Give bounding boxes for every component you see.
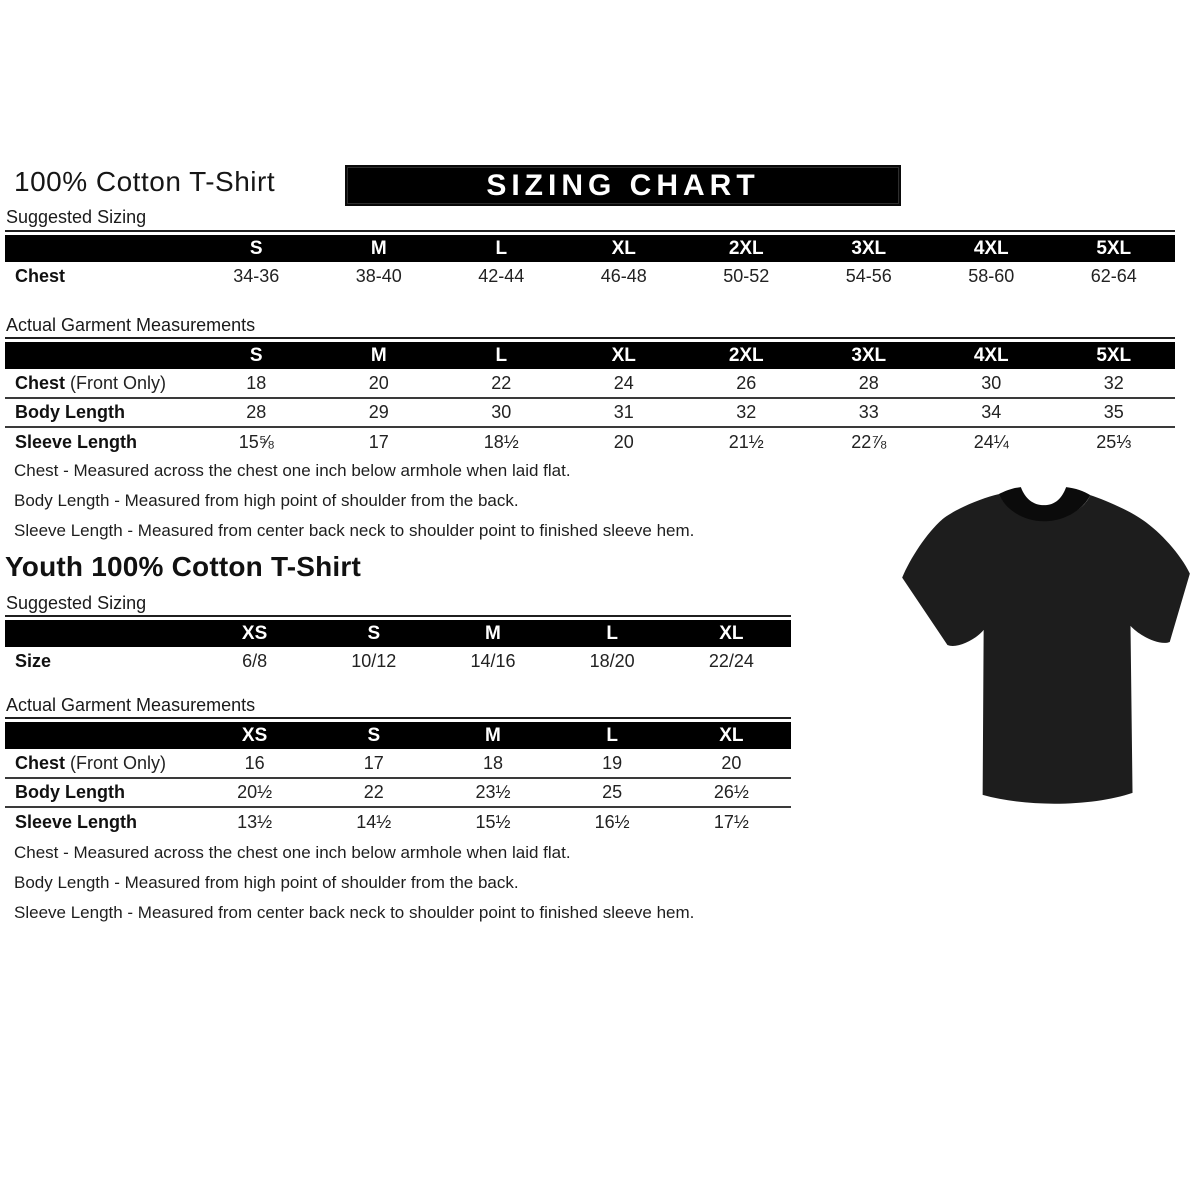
row-label: Body Length [5,778,195,807]
measurement-cell: 50-52 [723,266,770,286]
size-column-header: S [314,620,433,647]
adult-section-title: 100% Cotton T-Shirt [14,166,276,197]
size-column-header: M [318,342,441,369]
measurement-cell: 33 [808,398,931,427]
measurement-cell: 62-64 [1090,266,1137,286]
measurement-cell: 28 [195,398,318,427]
measurement-cell: 38-40 [355,266,402,286]
size-column-header: 2XL [685,342,808,369]
youth-actual-measurements-table-container [5,717,791,836]
youth-suggested-sizing-table-container [5,615,791,676]
measurement-cell: 30 [981,372,1002,393]
adult-actual-measurements-table-container [5,337,1175,456]
size-column-header: XS [195,722,314,749]
size-header-row [5,620,791,647]
measurement-cell: 28 [858,372,879,393]
size-column-header: L [553,722,672,749]
measurement-cell: 35 [1053,398,1176,427]
size-column-header: 4XL [930,235,1053,262]
size-column-header: L [440,342,563,369]
size-column-header: 2XL [685,235,808,262]
measurement-cell: 24 [613,372,634,393]
size-column-header: 3XL [808,235,931,262]
row-label: Chest [15,266,66,286]
youth-note-chest: Chest - Measured across the chest one inch below armhole when laid flat. [14,843,571,862]
measurement-cell: 42-44 [478,266,525,286]
measurement-cell: 21½ [685,427,808,456]
measurement-cell: 14½ [314,807,433,836]
measurement-row [5,398,1175,427]
measurement-cell: 23½ [433,778,552,807]
measurement-cell: 46-48 [600,266,647,286]
youth-suggested-table [5,620,791,676]
adult-note-sleeve-length: Sleeve Length - Measured from center back neck to shoulder point to finished sleeve hem. [14,521,695,540]
adult-actual-measurements-label: Actual Garment Measurements [6,315,256,335]
measurement-row [5,369,1175,398]
row-label: Chest (Front Only) [15,752,167,773]
measurement-cell: 13½ [195,807,314,836]
size-column-header: 4XL [930,342,1053,369]
row-label: Sleeve Length [5,427,195,456]
size-column-header: S [195,235,318,262]
measurement-row [5,778,791,807]
measurement-cell: 26½ [672,778,791,807]
adult-suggested-table [5,235,1175,291]
measurement-cell: 32 [1103,372,1124,393]
measurement-cell: 18½ [440,427,563,456]
measurement-cell: 25 [553,778,672,807]
measurement-cell: 6/8 [242,651,268,671]
size-column-header: XL [563,342,686,369]
size-column-header: M [318,235,441,262]
size-column-header: L [553,620,672,647]
adult-suggested-sizing-label: Suggested Sizing [6,207,147,227]
measurement-cell: 22 [314,778,433,807]
header-corner-cell [5,620,195,647]
adult-suggested-sizing-table-container [5,230,1175,291]
size-column-header: L [440,235,563,262]
size-column-header: S [195,342,318,369]
youth-note-body-length: Body Length - Measured from high point of shoulder from the back. [14,873,519,892]
measurement-cell: 25⅓ [1053,427,1176,456]
size-header-row [5,235,1175,262]
size-column-header: XL [563,235,686,262]
size-column-header: M [433,722,552,749]
measurement-cell: 19 [602,752,623,773]
header-corner-cell [5,722,195,749]
measurement-cell: 20 [368,372,389,393]
youth-actual-table [5,722,791,836]
size-column-header: M [433,620,552,647]
measurement-cell: 54-56 [845,266,892,286]
size-column-header: XL [672,620,791,647]
row-label: Body Length [5,398,195,427]
measurement-cell: 30 [440,398,563,427]
measurement-row [5,427,1175,456]
size-header-row [5,342,1175,369]
measurement-row [5,647,791,676]
size-column-header: XL [672,722,791,749]
measurement-cell: 26 [736,372,757,393]
adult-note-chest: Chest - Measured across the chest one inch below armhole when laid flat. [14,461,571,480]
measurement-cell: 18/20 [589,651,635,671]
measurement-cell: 17½ [672,807,791,836]
youth-actual-measurements-label: Actual Garment Measurements [6,695,256,715]
measurement-cell: 16½ [553,807,672,836]
row-label: Size [15,651,52,671]
measurement-cell: 17 [363,752,384,773]
row-label: Chest (Front Only) [15,372,167,393]
measurement-cell: 17 [318,427,441,456]
measurement-row [5,807,791,836]
adult-note-body-length: Body Length - Measured from high point of shoulder from the back. [14,491,519,510]
header-corner-cell [5,235,195,262]
adult-measurement-notes [14,461,814,551]
measurement-cell: 16 [244,752,265,773]
measurement-cell: 22 [491,372,512,393]
measurement-cell: 20½ [195,778,314,807]
adult-actual-table [5,342,1175,456]
measurement-cell: 20 [563,427,686,456]
youth-suggested-sizing-label: Suggested Sizing [6,593,147,613]
size-column-header: 5XL [1053,342,1176,369]
measurement-cell: 32 [685,398,808,427]
measurement-cell: 15⅝ [195,427,318,456]
size-header-row [5,722,791,749]
measurement-cell: 18 [246,372,267,393]
tshirt-body-shape [902,494,1190,804]
size-column-header: 3XL [808,342,931,369]
sizing-chart-banner: SIZING CHART [345,165,901,206]
measurement-cell: 29 [318,398,441,427]
measurement-cell: 20 [721,752,742,773]
size-column-header: S [314,722,433,749]
measurement-cell: 34 [930,398,1053,427]
header-corner-cell [5,342,195,369]
black-tshirt-illustration [893,476,1195,818]
measurement-cell: 24¼ [930,427,1053,456]
row-label: Sleeve Length [5,807,195,836]
youth-note-sleeve-length: Sleeve Length - Measured from center back neck to shoulder point to finished sleeve hem. [14,903,695,922]
measurement-row [5,749,791,778]
youth-measurement-notes [14,843,814,933]
measurement-cell: 34-36 [233,266,280,286]
measurement-cell: 15½ [433,807,552,836]
measurement-cell: 18 [482,752,503,773]
measurement-cell: 14/16 [470,651,516,671]
measurement-cell: 22⅞ [808,427,931,456]
size-column-header: 5XL [1053,235,1176,262]
measurement-cell: 58-60 [968,266,1015,286]
youth-section-title: Youth 100% Cotton T-Shirt [5,551,362,582]
size-column-header: XS [195,620,314,647]
measurement-cell: 22/24 [708,651,754,671]
measurement-cell: 10/12 [351,651,397,671]
tshirt-image [893,476,1195,818]
measurement-cell: 31 [563,398,686,427]
measurement-row [5,262,1175,291]
